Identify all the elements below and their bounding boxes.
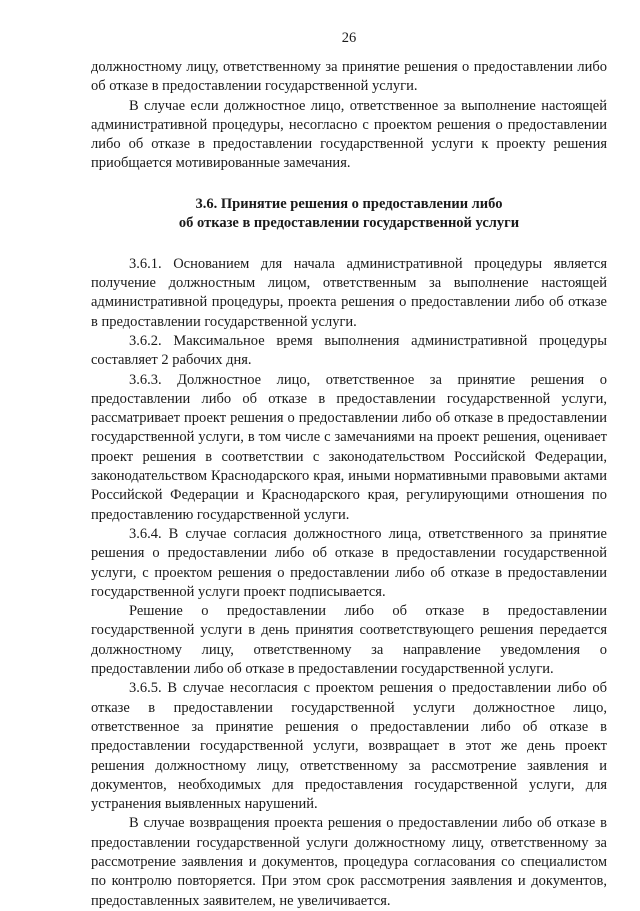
paragraph: В случае возвращения проекта решения о предоставлении либо об отказе в предоставлении государственной услуги должностному лицу, ответственному за рассмотрение заявления и документов, процедура согласования со специалистом по контролю повторяется. При этом срок рассмотрения заявления и документов, предоставленных заявителем, не увеличивается. bbox=[91, 815, 607, 909]
paragraph: должностному лицу, ответственному за принятие решения о предоставлении либо об отказе в предоставлении государственной услуги. bbox=[91, 59, 607, 95]
paragraph: 3.6.3. Должностное лицо, ответственное за принятие решения о предоставлении либо об отказе в предоставлении государственной услуги, рассматривает проект решения о предоставлении либо об отказе в предоставлении государственной услуги, в том числе с замечаниями на проект решения, оценивает проект решения в соответствии с законодательством Российской Федерации, законодательством Краснодарского края, иными нормативными правовыми актами Российской Федерации и Краснодарского края, регулирующими отношения по предоставлению государственной услуги. bbox=[91, 371, 607, 523]
paragraph: 3.6.5. В случае несогласия с проектом решения о предоставлении либо об отказе в предоставлении государственной услуги должностное лицо, ответственное за принятие решения о предоставлении либо об отказе в предоставлении государственной услуги, возвращает в этот же день проект решения должностному лицу, ответственному за рассмотрение заявления и документов, необходимых для предоставления государственной услуги, для устранения выявленных нарушений. bbox=[91, 680, 607, 813]
section-heading-line: об отказе в предоставлении государственной услуги bbox=[178, 215, 520, 232]
paragraph: Решение о предоставлении либо об отказе в предоставлении государственной услуги в день принятия соответствующего решения передается должностному лицу, ответственному за направление уведомления о предоставлении либо об отказе в предоставлении государственной услуги. bbox=[91, 603, 607, 678]
paragraph: 3.6.4. В случае согласия должностного лица, ответственного за принятие решения о предоставлении либо об отказе в предоставлении государственной услуги, с проектом решения о предоставлении либо об отказе в предоставлении государственной услуги проект подписывается. bbox=[91, 525, 607, 600]
paragraph: В случае если должностное лицо, ответственное за выполнение настоящей административной процедуры, несогласно с проектом решения о предоставлении либо об отказе в предоставлении государственной услуги к проекту решения приобщается мотивированные замечания. bbox=[91, 97, 607, 172]
section-heading bbox=[91, 195, 607, 234]
paragraph: 3.6.2. Максимальное время выполнения административной процедуры составляет 2 рабочих дня. bbox=[91, 332, 607, 369]
section-heading-line: 3.6. Принятие решения о предоставлении либо bbox=[195, 195, 503, 212]
page-number: 26 bbox=[341, 30, 357, 46]
document-body bbox=[91, 58, 607, 911]
paragraph: 3.6.1. Основанием для начала административной процедуры является получение должностным лицом, ответственным за выполнение настоящей административной процедуры, проекта решения о предоставлении либо об отказе в предоставлении государственной услуги. bbox=[91, 255, 607, 330]
